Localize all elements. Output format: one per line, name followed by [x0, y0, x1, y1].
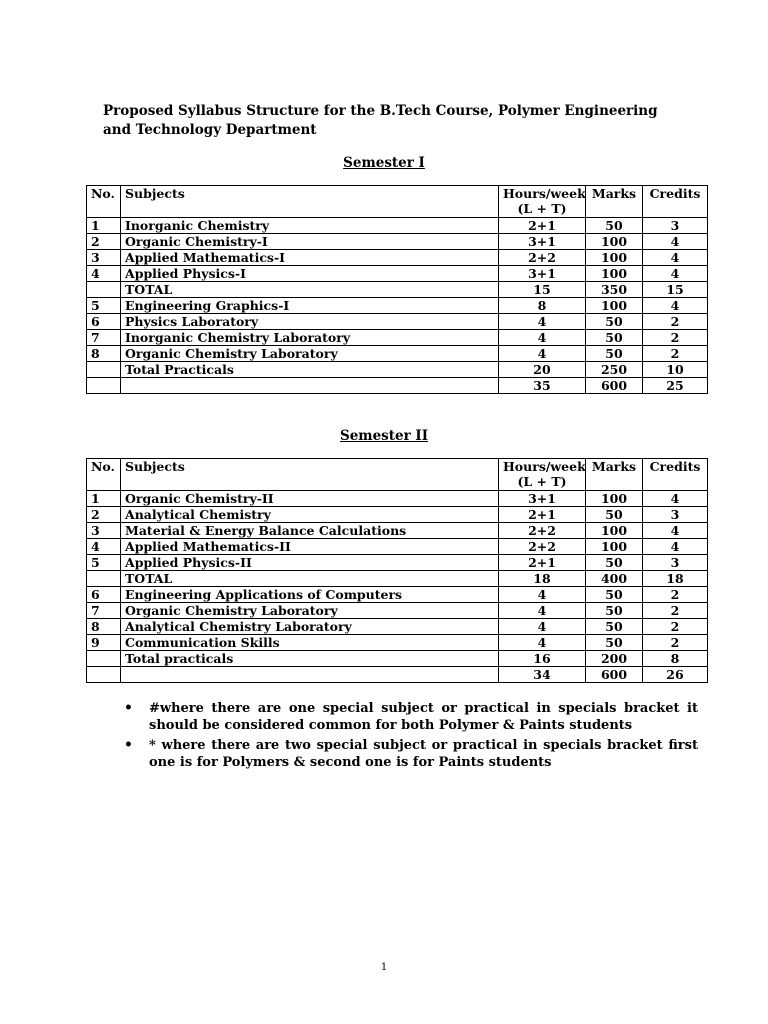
table-row	[87, 378, 708, 394]
col-header-marks: Marks	[586, 186, 643, 218]
cell-marks: 50	[586, 346, 643, 362]
table-row	[87, 491, 708, 507]
cell-credits: 2	[643, 635, 708, 651]
semester-2-body	[87, 491, 708, 683]
cell-credits: 2	[643, 314, 708, 330]
cell-no	[87, 282, 121, 298]
cell-subject: Organic Chemistry Laboratory	[121, 603, 499, 619]
cell-credits: 4	[643, 250, 708, 266]
note-text: * where there are two special subject or practical in specials bracket first one is for Polymers & second one is for Paints students	[149, 738, 698, 770]
cell-subject: Applied Mathematics-I	[121, 250, 499, 266]
cell-hours: 3+1	[499, 234, 586, 250]
cell-no: 3	[87, 523, 121, 539]
cell-no: 8	[87, 346, 121, 362]
cell-no: 1	[87, 491, 121, 507]
col-header-hours	[499, 186, 586, 218]
cell-credits: 2	[643, 603, 708, 619]
cell-marks: 200	[586, 651, 643, 667]
cell-credits: 4	[643, 491, 708, 507]
table-row	[87, 555, 708, 571]
cell-no	[87, 571, 121, 587]
table-row	[87, 266, 708, 282]
col-header-hours-line2: (L + T)	[517, 474, 567, 489]
cell-marks: 100	[586, 298, 643, 314]
cell-credits: 2	[643, 619, 708, 635]
table-row	[87, 250, 708, 266]
col-header-credits: Credits	[643, 186, 708, 218]
cell-marks: 100	[586, 266, 643, 282]
cell-credits: 3	[643, 218, 708, 234]
semester-1-heading: Semester I	[343, 155, 425, 171]
page-number: 1	[380, 962, 388, 973]
table-row	[87, 362, 708, 378]
cell-credits: 4	[643, 298, 708, 314]
cell-credits: 4	[643, 539, 708, 555]
cell-no: 1	[87, 218, 121, 234]
cell-credits: 4	[643, 234, 708, 250]
cell-subject	[121, 667, 499, 683]
cell-subject: Organic Chemistry-I	[121, 234, 499, 250]
cell-credits: 26	[643, 667, 708, 683]
table-row	[87, 603, 708, 619]
table-row	[87, 619, 708, 635]
cell-hours: 4	[499, 314, 586, 330]
cell-hours: 2+2	[499, 523, 586, 539]
cell-subject: Organic Chemistry-II	[121, 491, 499, 507]
cell-marks: 100	[586, 234, 643, 250]
cell-hours: 4	[499, 330, 586, 346]
cell-no: 3	[87, 250, 121, 266]
table-row	[87, 507, 708, 523]
cell-hours: 35	[499, 378, 586, 394]
cell-subject: Physics Laboratory	[121, 314, 499, 330]
note-item	[124, 737, 698, 771]
col-header-hours-line1: Hours/week	[503, 186, 586, 201]
cell-hours: 18	[499, 571, 586, 587]
cell-marks: 100	[586, 539, 643, 555]
col-header-subjects: Subjects	[121, 186, 499, 218]
col-header-credits: Credits	[643, 459, 708, 491]
cell-no: 2	[87, 507, 121, 523]
cell-no	[87, 651, 121, 667]
cell-hours: 2+1	[499, 555, 586, 571]
semester-2-heading: Semester II	[339, 428, 429, 444]
cell-subject: TOTAL	[121, 282, 499, 298]
cell-no: 7	[87, 603, 121, 619]
cell-no	[87, 362, 121, 378]
cell-subject: Total Practicals	[121, 362, 499, 378]
table-row	[87, 314, 708, 330]
col-header-hours-line1: Hours/week	[503, 459, 586, 474]
bullet-icon: •	[124, 737, 133, 753]
cell-no: 8	[87, 619, 121, 635]
cell-no: 4	[87, 539, 121, 555]
cell-no	[87, 667, 121, 683]
cell-marks: 50	[586, 314, 643, 330]
cell-hours: 2+2	[499, 539, 586, 555]
cell-marks: 250	[586, 362, 643, 378]
cell-hours: 4	[499, 346, 586, 362]
cell-hours: 16	[499, 651, 586, 667]
cell-no: 7	[87, 330, 121, 346]
cell-credits: 25	[643, 378, 708, 394]
cell-marks: 50	[586, 619, 643, 635]
cell-marks: 600	[586, 667, 643, 683]
cell-hours: 4	[499, 619, 586, 635]
col-header-no: No.	[87, 186, 121, 218]
col-header-hours	[499, 459, 586, 491]
note-text: #where there are one special subject or practical in specials bracket it should be considered common for both Polymer & Paints students	[149, 701, 698, 733]
cell-subject: Analytical Chemistry	[121, 507, 499, 523]
cell-marks: 50	[586, 587, 643, 603]
cell-marks: 50	[586, 635, 643, 651]
cell-credits: 15	[643, 282, 708, 298]
cell-no	[87, 378, 121, 394]
table-row	[87, 651, 708, 667]
col-header-hours-line2: (L + T)	[517, 201, 567, 216]
table-row	[87, 539, 708, 555]
cell-subject: Communication Skills	[121, 635, 499, 651]
table-row	[87, 635, 708, 651]
cell-credits: 4	[643, 266, 708, 282]
cell-hours: 3+1	[499, 491, 586, 507]
cell-marks: 50	[586, 555, 643, 571]
cell-no: 4	[87, 266, 121, 282]
cell-credits: 3	[643, 555, 708, 571]
cell-marks: 400	[586, 571, 643, 587]
cell-subject: Total practicals	[121, 651, 499, 667]
table-row	[87, 298, 708, 314]
cell-marks: 100	[586, 250, 643, 266]
cell-hours: 3+1	[499, 266, 586, 282]
col-header-no: No.	[87, 459, 121, 491]
notes-list	[124, 700, 698, 774]
table-row	[87, 330, 708, 346]
cell-hours: 4	[499, 587, 586, 603]
cell-credits: 2	[643, 587, 708, 603]
document-title: Proposed Syllabus Structure for the B.Tech Course, Polymer Engineering and Technology Department	[103, 103, 658, 138]
semester-1-body	[87, 218, 708, 394]
cell-marks: 50	[586, 603, 643, 619]
cell-hours: 8	[499, 298, 586, 314]
cell-credits: 18	[643, 571, 708, 587]
cell-credits: 2	[643, 346, 708, 362]
bullet-icon: •	[124, 700, 133, 716]
cell-credits: 3	[643, 507, 708, 523]
cell-marks: 350	[586, 282, 643, 298]
cell-no: 9	[87, 635, 121, 651]
cell-subject: Inorganic Chemistry Laboratory	[121, 330, 499, 346]
cell-marks: 600	[586, 378, 643, 394]
cell-hours: 2+1	[499, 218, 586, 234]
cell-subject	[121, 378, 499, 394]
cell-marks: 50	[586, 507, 643, 523]
cell-no: 5	[87, 555, 121, 571]
table-row	[87, 346, 708, 362]
cell-hours: 4	[499, 603, 586, 619]
col-header-marks: Marks	[586, 459, 643, 491]
table-header-row	[87, 459, 708, 491]
cell-subject: Inorganic Chemistry	[121, 218, 499, 234]
note-item	[124, 700, 698, 734]
table-header-row	[87, 186, 708, 218]
cell-no: 2	[87, 234, 121, 250]
col-header-subjects: Subjects	[121, 459, 499, 491]
table-row	[87, 234, 708, 250]
cell-subject: TOTAL	[121, 571, 499, 587]
table-row	[87, 282, 708, 298]
cell-credits: 10	[643, 362, 708, 378]
cell-subject: Applied Physics-I	[121, 266, 499, 282]
cell-subject: Applied Mathematics-II	[121, 539, 499, 555]
cell-marks: 100	[586, 491, 643, 507]
cell-subject: Applied Physics-II	[121, 555, 499, 571]
cell-hours: 15	[499, 282, 586, 298]
cell-hours: 34	[499, 667, 586, 683]
cell-no: 5	[87, 298, 121, 314]
cell-subject: Material & Energy Balance Calculations	[121, 523, 499, 539]
cell-no: 6	[87, 587, 121, 603]
cell-hours: 20	[499, 362, 586, 378]
cell-marks: 100	[586, 523, 643, 539]
cell-marks: 50	[586, 218, 643, 234]
table-row	[87, 523, 708, 539]
cell-no: 6	[87, 314, 121, 330]
cell-hours: 2+1	[499, 507, 586, 523]
cell-subject: Organic Chemistry Laboratory	[121, 346, 499, 362]
cell-subject: Engineering Applications of Computers	[121, 587, 499, 603]
cell-credits: 2	[643, 330, 708, 346]
cell-marks: 50	[586, 330, 643, 346]
table-row	[87, 587, 708, 603]
table-row	[87, 571, 708, 587]
cell-hours: 4	[499, 635, 586, 651]
cell-subject: Analytical Chemistry Laboratory	[121, 619, 499, 635]
semester-2-table	[86, 458, 708, 683]
cell-subject: Engineering Graphics-I	[121, 298, 499, 314]
table-row	[87, 218, 708, 234]
cell-credits: 8	[643, 651, 708, 667]
cell-hours: 2+2	[499, 250, 586, 266]
table-row	[87, 667, 708, 683]
cell-credits: 4	[643, 523, 708, 539]
semester-1-table	[86, 185, 708, 394]
